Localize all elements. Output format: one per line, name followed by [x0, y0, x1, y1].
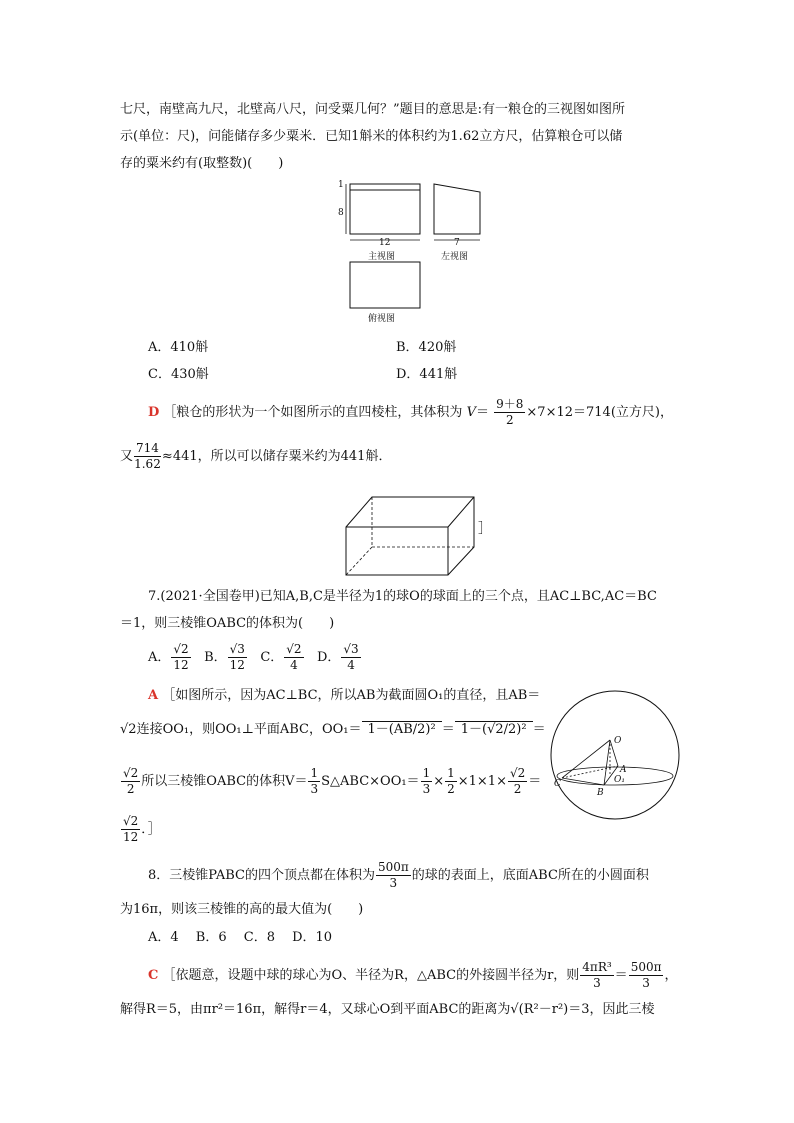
- q6-fraction-2: $\frac{714}{1.62}$: [134, 441, 161, 471]
- q7-solution-line1: A ［如图所示，因为AC⊥BC，所以AB为截面圆O₁的直径，且AB＝: [148, 688, 541, 703]
- q8-answer: C: [148, 968, 159, 983]
- q6-option-b: B．420斛: [396, 340, 457, 355]
- top-view-caption: 俯视图: [368, 314, 396, 324]
- q7-solution-line2: √2连接OO₁，则OO₁⊥平面ABC，OO₁＝ 1－(AB/2)² ＝ 1－(√2/2)² ＝: [120, 722, 546, 737]
- q6-solution-line2: 又 $\frac{714}{1.62}$ ≈441，所以可以储存粟米约为441斛．: [120, 441, 392, 471]
- q7-stem-line2: ＝1，则三棱锥OABC的体积为( ): [120, 616, 335, 631]
- sphere-label-b: B: [597, 788, 604, 798]
- side-view-shape: [434, 184, 480, 234]
- q7-option-a-label: A．: [148, 650, 171, 665]
- q7-solution-line4: $\frac{√2}{12}$ ．］: [123, 814, 161, 844]
- sphere-label-c: C: [554, 779, 561, 789]
- q6-answer: D: [148, 405, 160, 420]
- q6-stem-line2: 示(单位：尺)，问能储存多少粟米．已知1斛米的体积约为1.62立方尺，估算粮仓可以储: [120, 129, 623, 144]
- q7-option-b-label: B．: [204, 650, 227, 665]
- q7-stem-line1: 7.(2021·全国卷甲)已知A,B,C是半径为1的球O的球面上的三个点，且AC⊥BC,AC＝BC: [148, 589, 657, 604]
- q8-solution-line2: 解得R＝5，由πr²＝16π，解得r＝4，又球心O到平面ABC的距离为√(R²－r²)＝3，因此三棱: [120, 1002, 655, 1017]
- q6-fraction-1: $\frac{9+8}{2}$: [496, 397, 524, 427]
- front-view-caption: 主视图: [368, 252, 396, 262]
- q8-solution-line1: C ［依题意，设题中球的球心为O、半径为R，△ABC的外接圆半径为r，则 $\frac{\text{4πR³}}{3}$ ＝ $\frac{500\pi}{3}$ ，: [148, 960, 678, 990]
- q6-solution-line1: [148, 397, 673, 428]
- q6-solution-text: ［粮仓的形状为一个如图所示的直四棱柱，其体积为: [163, 405, 463, 420]
- q7-option-d-label: D．: [316, 650, 341, 665]
- sphere-label-o: O: [614, 736, 622, 746]
- q7-answer: A: [148, 688, 159, 703]
- top-view-rect: [350, 262, 420, 308]
- q7-options: [148, 640, 362, 676]
- sphere-label-o1: O₁: [614, 775, 625, 785]
- q8-stem-line2: 为16π，则该三棱锥的高的最大值为( ): [120, 902, 364, 917]
- q6-option-a: A．410斛: [148, 340, 209, 355]
- q6-option-c: C．430斛: [148, 367, 209, 382]
- q6-stem-line3: 存的粟米约有(取整数)( ): [120, 156, 284, 171]
- q6-solution-text-2: ×7×12＝714(立方尺)，: [526, 405, 673, 420]
- dim-7-label: 7: [454, 238, 460, 248]
- q7-option-c-label: C．: [260, 650, 284, 665]
- sphere-label-a: A: [620, 765, 627, 775]
- dim-8-label: 8: [338, 208, 344, 218]
- q8-options: A．4 B．6 C．8 D．10: [148, 930, 333, 945]
- q7-option-b: $\frac{√3}{12}$: [229, 642, 245, 672]
- side-view-caption: 左视图: [441, 252, 469, 262]
- dim-1-label: 1: [338, 180, 344, 190]
- q6-equals: ＝: [475, 405, 489, 420]
- prism-figure: [340, 485, 480, 580]
- q7-option-c: $\frac{√2}{4}$: [286, 642, 302, 672]
- q6-option-d: D．441斛: [396, 367, 458, 382]
- q6-solution-close: ］: [478, 521, 492, 537]
- q6-volume-symbol: V: [466, 405, 476, 420]
- dim-12-label: 12: [379, 238, 391, 248]
- q6-stem-line1: 七尺，南壁高九尺，北壁高八尺，问受粟几何？”题目的意思是:有一粮仓的三视图如图所: [120, 102, 626, 117]
- q8-stem-line1: 8．三棱锥PABC的四个顶点都在体积为 $\frac{500\pi}{3}$ 的球的表面上，底面ABC所在的小圆面积: [148, 860, 649, 890]
- q7-solution-line3: $\frac{√2}{2}$ 所以三棱锥OABC的体积V＝ $\frac{1}{3}$ S△ABC×OO₁＝ $\frac{1}{3}$ × $\frac{1}{2}$ ×1×1× $\frac{√2}{2}$ ＝: [123, 766, 542, 796]
- q7-option-a: $\frac{√2}{12}$: [173, 642, 189, 672]
- front-view-rect: [350, 184, 420, 234]
- q7-option-d: $\frac{√3}{4}$: [343, 642, 359, 672]
- sphere-figure: [548, 688, 682, 822]
